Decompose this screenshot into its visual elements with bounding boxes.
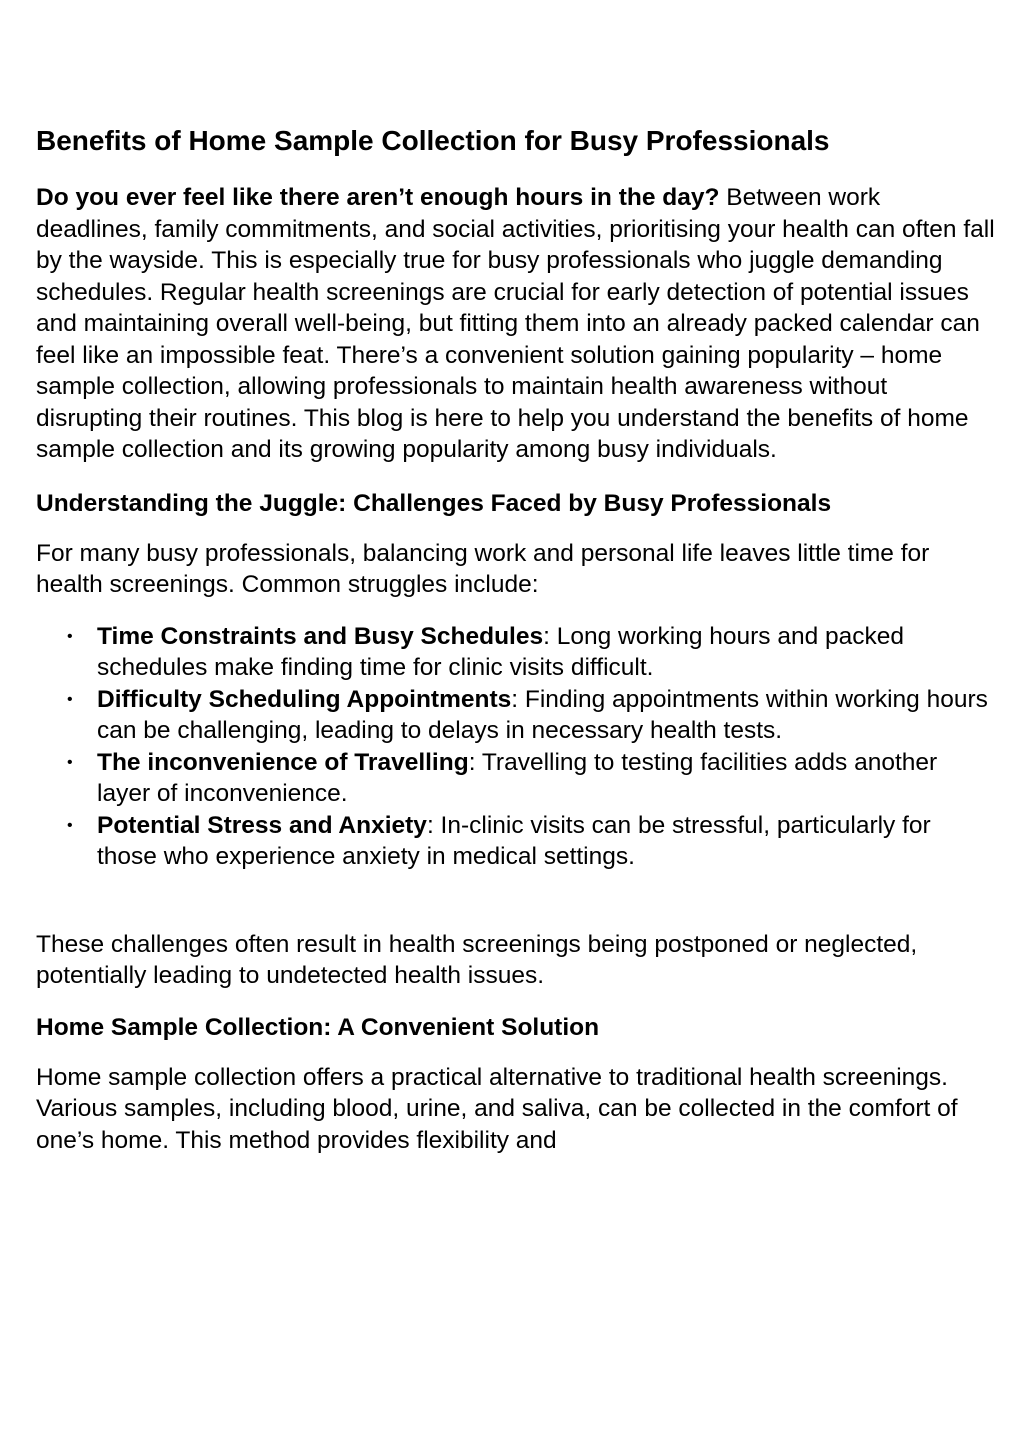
section-heading-challenges: Understanding the Juggle: Challenges Faced by Busy Professionals: [36, 489, 832, 517]
list-item: [67, 747, 996, 810]
intro-bold-question: Do you ever feel like there aren’t enough hours in the day?: [36, 184, 720, 211]
list-item: [67, 810, 996, 873]
bullet-icon: •: [67, 690, 73, 708]
list-item: [67, 621, 996, 684]
list-item-text: : In-clinic visits can be stressful, particularly for those who experience anxiety in medical settings.: [97, 811, 931, 870]
challenges-list: [36, 621, 996, 873]
list-item-title: Potential Stress and Anxiety: [97, 811, 427, 839]
challenges-paragraph: For many busy professionals, balancing work and personal life leaves little time for health screenings. Common struggles include:: [36, 539, 930, 598]
list-item-text: : Long working hours and packed schedules make finding time for clinic visits difficult.: [97, 622, 905, 681]
list-item-text: : Finding appointments within working hours can be challenging, leading to delays in necessary health tests.: [97, 685, 988, 744]
list-item-text: : Travelling to testing facilities adds another layer of inconvenience.: [97, 748, 938, 807]
list-item-title: Time Constraints and Busy Schedules: [97, 622, 544, 650]
section-heading-solution: Home Sample Collection: A Convenient Solution: [36, 1013, 600, 1041]
document-page: [36, 122, 996, 1176]
challenges-closing-paragraph: These challenges often result in health screenings being postponed or neglected, potentially leading to undetected health issues.: [36, 930, 918, 989]
bullet-icon: •: [67, 816, 73, 834]
bullet-icon: •: [67, 627, 73, 645]
solution-paragraph: Home sample collection offers a practical alternative to traditional health screenings. Various samples, including blood, urine, and saliva, can be collected in the comfort of one’s home. This method provides flexibility and: [36, 1063, 958, 1154]
intro-text: Between work deadlines, family commitments, and social activities, prioritising your health can often fall by the wayside. This is especially true for busy professionals who juggle demanding schedules. Regular health screenings are crucial for early detection of potential issues and maintaining overall well-being, but fitting them into an already packed calendar can feel like an impossible feat. There’s a convenient solution gaining popularity – home sample collection, allowing professionals to maintain health awareness without disrupting their routines. This blog is here to help you understand the benefits of home sample collection and its growing popularity among busy individuals.: [36, 184, 995, 463]
intro-paragraph: [36, 182, 996, 466]
page-title: Benefits of Home Sample Collection for Busy Professionals: [36, 125, 830, 156]
list-item: [67, 684, 996, 747]
list-item-title: The inconvenience of Travelling: [97, 748, 469, 776]
list-item-title: Difficulty Scheduling Appointments: [97, 685, 512, 713]
bullet-icon: •: [67, 753, 73, 771]
